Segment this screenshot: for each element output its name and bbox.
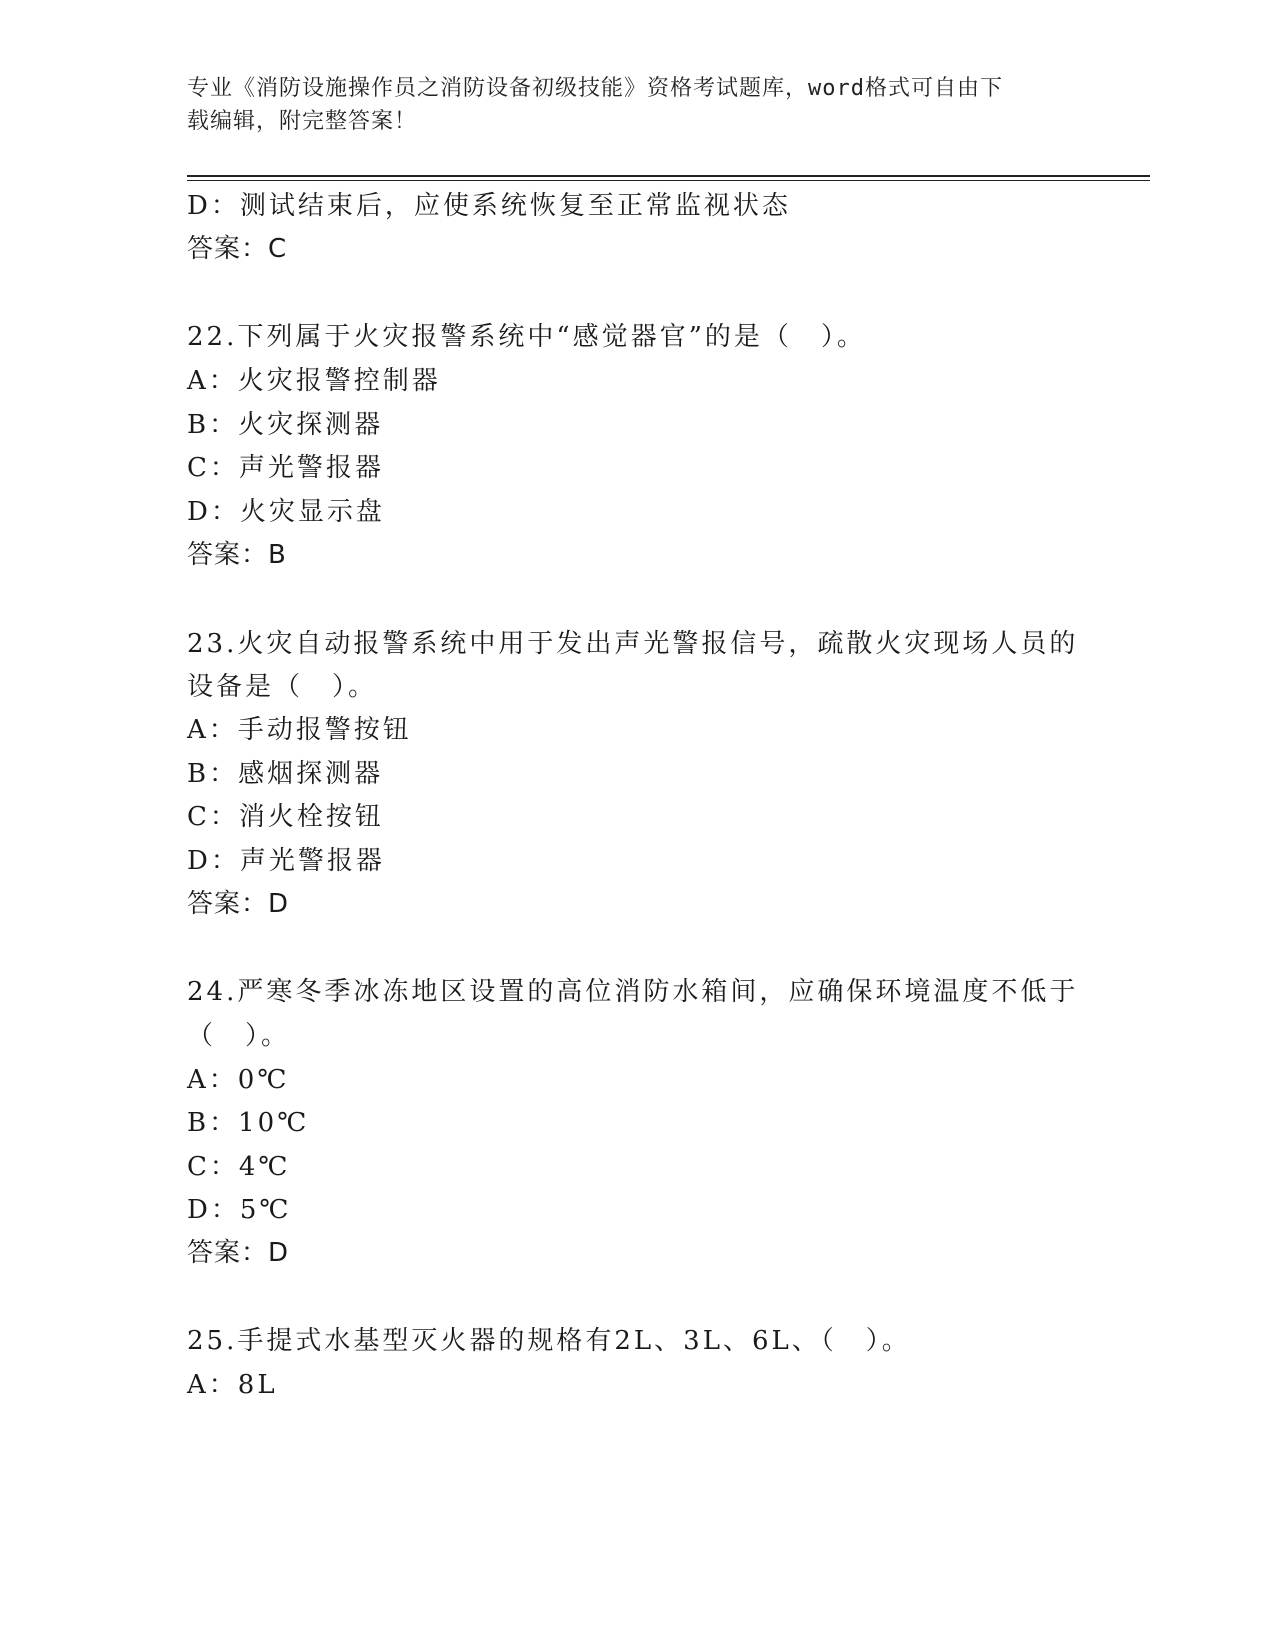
q24-option-b: B：10℃ bbox=[187, 1108, 310, 1138]
q22-option-c: C：声光警报器 bbox=[187, 453, 384, 483]
header-rule-thick bbox=[187, 175, 1150, 177]
q24-option-c: C：4℃ bbox=[187, 1152, 291, 1182]
document-header bbox=[187, 72, 1067, 138]
q24-stem-line-1: 24.严寒冬季冰冻地区设置的高位消防水箱间，应确保环境温度不低于 bbox=[187, 977, 1079, 1007]
q24-option-a: A：0℃ bbox=[187, 1065, 290, 1095]
q22-answer: 答案：B bbox=[187, 540, 287, 570]
header-line-2: 载编辑，附完整答案！ bbox=[187, 109, 418, 134]
q24-answer: 答案：D bbox=[187, 1238, 290, 1268]
q24-option-d: D：5℃ bbox=[187, 1195, 292, 1225]
prev-option-d: D：测试结束后，应使系统恢复至正常监视状态 bbox=[187, 191, 791, 221]
q25-stem: 25.手提式水基型灭火器的规格有2L、3L、6L、（ ）。 bbox=[187, 1326, 911, 1356]
q22-option-d: D：火灾显示盘 bbox=[187, 497, 385, 527]
q23-option-d: D：声光警报器 bbox=[187, 846, 385, 876]
header-rule-thin bbox=[187, 180, 1150, 181]
q23-stem-line-2: 设备是（ ）。 bbox=[187, 672, 378, 702]
q23-answer: 答案：D bbox=[187, 889, 290, 919]
q22-option-b: B：火灾探测器 bbox=[187, 410, 384, 440]
q24-stem-line-2: （ ）。 bbox=[187, 1021, 291, 1051]
q25-option-a: A：8L bbox=[187, 1370, 278, 1400]
q22-stem: 22.下列属于火灾报警系统中“感觉器官”的是（ ）。 bbox=[187, 322, 866, 352]
q23-stem-line-1: 23.火灾自动报警系统中用于发出声光警报信号，疏散火灾现场人员的 bbox=[187, 629, 1079, 659]
q22-option-a: A：火灾报警控制器 bbox=[187, 366, 441, 396]
prev-answer: 答案：C bbox=[187, 234, 288, 264]
q23-option-a: A：手动报警按钮 bbox=[187, 715, 412, 745]
q23-option-b: B：感烟探测器 bbox=[187, 759, 384, 789]
header-line-1: 专业《消防设施操作员之消防设备初级技能》资格考试题库，word格式可自由下 bbox=[187, 76, 1003, 101]
q23-option-c: C：消火栓按钮 bbox=[187, 802, 384, 832]
